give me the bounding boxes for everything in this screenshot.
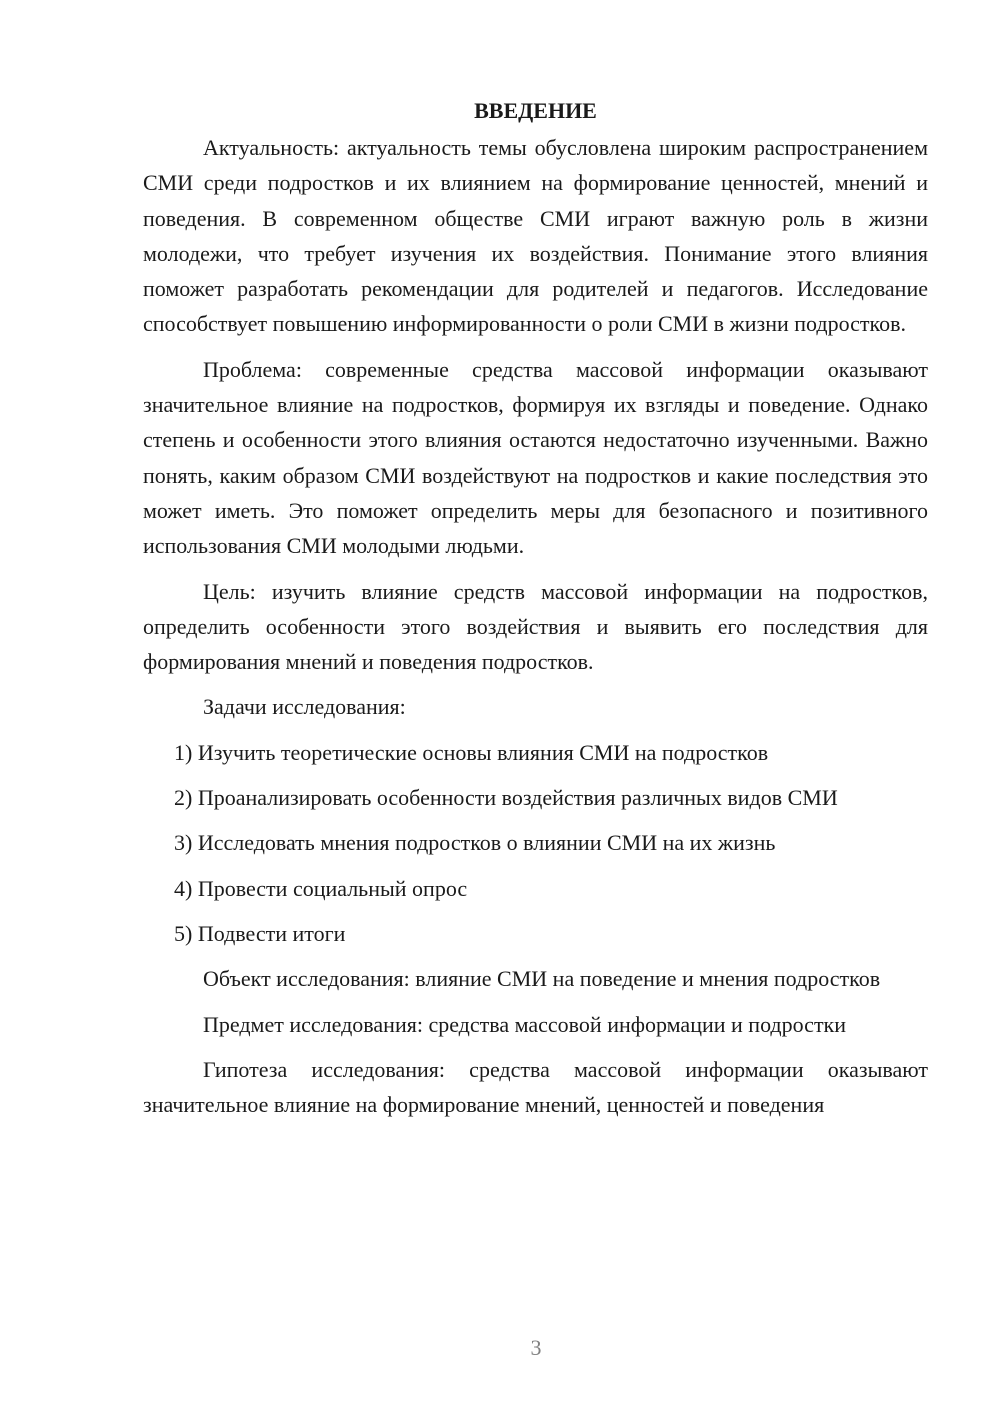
section-title: ВВЕДЕНИЕ [474, 98, 597, 123]
hypothesis-paragraph: Гипотеза исследования: средства массовой информации оказывают значительное влияние на формирование мнений, ценностей и поведения [143, 1056, 928, 1118]
task-item: 4) Провести социальный опрос [174, 875, 468, 901]
page-content [143, 96, 928, 1132]
task-item: 5) Подвести итоги [174, 920, 346, 946]
tasks-heading: Задачи исследования: [203, 694, 406, 720]
problem-paragraph: Проблема: современные средства массовой информации оказывают значительное влияние на подростков, формируя их взгляды и поведение. Однако степень и особенности этого влияния остаются недостаточно изученными. Важно понять, каким образом СМИ воздействуют на подростков и какие последствия это может иметь. Это поможет определить меры для безопасного и позитивного использования СМИ молодыми людьми. [143, 356, 928, 559]
task-item: 3) Исследовать мнения подростков о влиянии СМИ на их жизнь [174, 830, 776, 856]
subject-paragraph: Предмет исследования: средства массовой информации и подростки [203, 1011, 847, 1037]
object-paragraph: Объект исследования: влияние СМИ на поведение и мнения подростков [203, 966, 881, 992]
relevance-paragraph: Актуальность: актуальность темы обусловлена широким распространением СМИ среди подростков и их влиянием на формирование ценностей, мнений и поведения. В современном обществе СМИ играют важную роль в жизни молодежи, что требует изучения их воздействия. Понимание этого влияния поможет разработать рекомендации для родителей и педагогов. Исследование способствует повышению информированности о роли СМИ в жизни подростков. [143, 135, 928, 337]
goal-paragraph: Цель: изучить влияние средств массовой информации на подростков, определить особенности этого воздействия и выявить его последствия для формирования мнений и поведения подростков. [143, 578, 928, 675]
task-item: 1) Изучить теоретические основы влияния СМИ на подростков [174, 739, 769, 765]
page-number: 3 [530, 1335, 542, 1360]
task-item: 2) Проанализировать особенности воздействия различных видов СМИ [174, 785, 838, 811]
tasks-list [143, 735, 928, 951]
